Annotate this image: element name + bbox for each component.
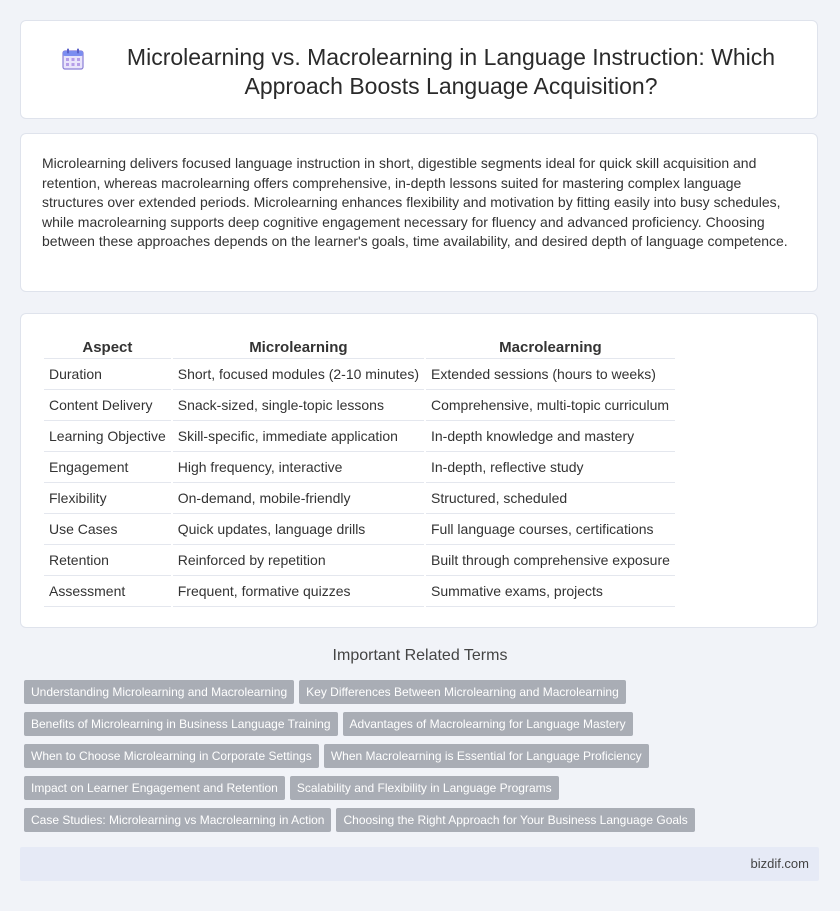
table-cell: High frequency, interactive (173, 452, 424, 483)
table-cell: Extended sessions (hours to weeks) (426, 359, 675, 390)
related-terms-list (24, 680, 814, 840)
table-row (44, 452, 675, 483)
table-row (44, 514, 675, 545)
table-cell: Use Cases (44, 514, 171, 545)
related-term-link[interactable]: When to Choose Microlearning in Corporate Settings (24, 744, 319, 768)
table-cell: Learning Objective (44, 421, 171, 452)
table-cell: Short, focused modules (2-10 minutes) (173, 359, 424, 390)
related-term-link[interactable]: Case Studies: Microlearning vs Macrolearning in Action (24, 808, 331, 832)
table-cell: Reinforced by repetition (173, 545, 424, 576)
site-name[interactable]: bizdif.com (750, 856, 809, 871)
table-cell: On-demand, mobile-friendly (173, 483, 424, 514)
table-cell: Duration (44, 359, 171, 390)
table-cell: Built through comprehensive exposure (426, 545, 675, 576)
page-title: Microlearning vs. Macrolearning in Language Instruction: Which Approach Boosts Language Acquisition? (126, 44, 776, 99)
column-header-aspect: Aspect (44, 334, 171, 359)
related-term-link[interactable]: Key Differences Between Microlearning and Macrolearning (299, 680, 626, 704)
table-cell: Assessment (44, 576, 171, 607)
table-cell: In-depth knowledge and mastery (426, 421, 675, 452)
table-row (44, 545, 675, 576)
related-term-link[interactable]: Benefits of Microlearning in Business Language Training (24, 712, 338, 736)
related-terms-row (24, 712, 814, 744)
related-terms-row (24, 680, 814, 712)
related-term-link[interactable]: Impact on Learner Engagement and Retention (24, 776, 285, 800)
related-term-link[interactable]: Scalability and Flexibility in Language Programs (290, 776, 559, 800)
related-term-link[interactable]: When Macrolearning is Essential for Language Proficiency (324, 744, 649, 768)
table-cell: Comprehensive, multi-topic curriculum (426, 390, 675, 421)
table-header-row (44, 334, 675, 359)
related-terms-row (24, 776, 814, 808)
table-cell: Quick updates, language drills (173, 514, 424, 545)
table-row (44, 359, 675, 390)
intro-card (20, 133, 818, 292)
table-row (44, 390, 675, 421)
table-cell: Full language courses, certifications (426, 514, 675, 545)
comparison-table-card (20, 313, 818, 628)
table-row (44, 483, 675, 514)
related-terms-row (24, 808, 814, 840)
related-term-link[interactable]: Advantages of Macrolearning for Language Mastery (343, 712, 633, 736)
related-term-link[interactable]: Choosing the Right Approach for Your Business Language Goals (336, 808, 694, 832)
comparison-table (42, 334, 677, 607)
table-cell: Structured, scheduled (426, 483, 675, 514)
related-terms-row (24, 744, 814, 776)
related-term-link[interactable]: Understanding Microlearning and Macrolearning (24, 680, 294, 704)
intro-paragraph: Microlearning delivers focused language instruction in short, digestible segments ideal for quick skill acquisition and retention, whereas macrolearning offers comprehensive, in-depth lessons suited for mastering complex language structures over extended periods. Microlearning enhances flexibility and motivation by fitting easily into busy schedules, while macrolearning supports deep cognitive engagement necessary for fluency and advanced proficiency. Choosing between these approaches depends on the learner's goals, time availability, and desired depth of language competence. (42, 155, 788, 250)
table-cell: Retention (44, 545, 171, 576)
table-row (44, 576, 675, 607)
related-terms-heading: Important Related Terms (332, 647, 508, 664)
table-cell: Engagement (44, 452, 171, 483)
table-cell: Frequent, formative quizzes (173, 576, 424, 607)
column-header-microlearning: Microlearning (173, 334, 424, 359)
table-cell: Snack-sized, single-topic lessons (173, 390, 424, 421)
table-cell: Skill-specific, immediate application (173, 421, 424, 452)
table-cell: Flexibility (44, 483, 171, 514)
column-header-macrolearning: Macrolearning (426, 334, 675, 359)
table-cell: Content Delivery (44, 390, 171, 421)
title-card (20, 20, 818, 119)
table-cell: Summative exams, projects (426, 576, 675, 607)
footer (20, 847, 819, 881)
table-row (44, 421, 675, 452)
table-cell: In-depth, reflective study (426, 452, 675, 483)
